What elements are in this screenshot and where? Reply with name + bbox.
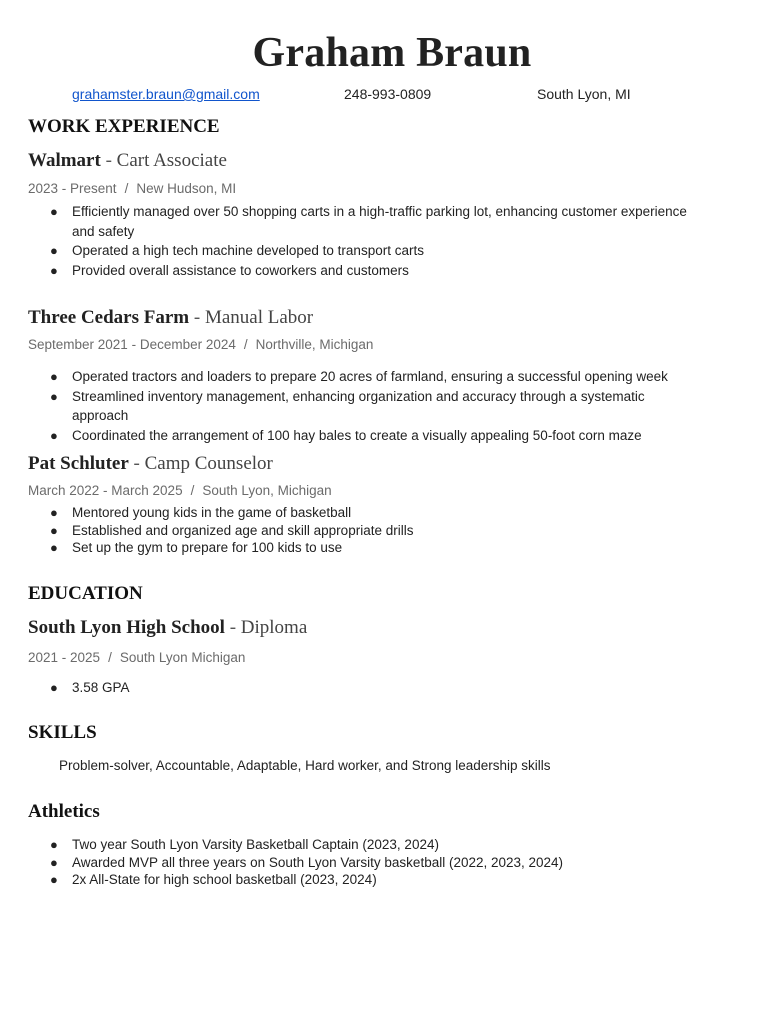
list-item: [0, 539, 740, 557]
job-bullet-list: [0, 202, 740, 280]
bullet-icon: ●: [50, 388, 58, 404]
list-item: [0, 387, 740, 426]
education-dates: 2021 - 2025: [28, 650, 101, 665]
list-item-text: Mentored young kids in the game of basketball: [72, 505, 352, 520]
list-item: [0, 202, 740, 241]
list-item-text: Operated tractors and loaders to prepare 20 acres of farmland, ensuring a successful opening week: [72, 369, 668, 384]
list-item-text: Efficiently managed over 50 shopping carts in a high-traffic parking lot, enhancing customer experience and safety: [72, 204, 687, 239]
list-item: [0, 854, 740, 872]
location-text: South Lyon, MI: [537, 86, 631, 102]
job-organization: Three Cedars Farm: [28, 307, 190, 328]
job-heading: [28, 453, 273, 475]
bullet-icon: ●: [50, 872, 58, 887]
education-heading: [28, 617, 307, 639]
slash-separator: /: [243, 337, 248, 352]
list-item: [0, 678, 740, 698]
bullet-icon: ●: [50, 680, 58, 695]
job-heading: [28, 150, 227, 172]
list-item-text: Established and organized age and skill appropriate drills: [72, 522, 414, 538]
degree-name: Diploma: [240, 617, 308, 638]
list-item-text: Streamlined inventory management, enhancing organization and accuracy through a systematic approach: [72, 388, 645, 423]
list-item: [0, 367, 740, 387]
education-bullet-list: [0, 678, 740, 698]
section-title-athletics: Athletics: [28, 801, 100, 822]
slash-separator: /: [108, 650, 112, 665]
list-item: [0, 261, 740, 281]
education-meta: [28, 649, 245, 667]
bullet-icon: ●: [50, 369, 58, 384]
list-item-text: Awarded MVP all three years on South Lyon Varsity basketball (2022, 2023, 2024): [72, 854, 564, 870]
bullet-icon: ●: [50, 540, 58, 555]
dash-separator: -: [229, 617, 237, 638]
section-title-work: WORK EXPERIENCE: [28, 116, 220, 137]
dash-separator: -: [105, 150, 112, 171]
bullet-icon: ●: [50, 837, 58, 852]
list-item-text: Provided overall assistance to coworkers and customers: [72, 262, 409, 278]
phone-number: 248-993-0809: [344, 86, 432, 102]
dash-separator: -: [133, 453, 140, 474]
resume-name: Graham Braun: [252, 30, 532, 76]
list-item-text: 2x All-State for high school basketball (2023, 2024): [72, 872, 377, 887]
bullet-icon: ●: [50, 262, 58, 278]
section-title-skills: SKILLS: [28, 722, 97, 743]
job-organization: Pat Schluter: [28, 453, 129, 474]
slash-separator: /: [124, 181, 129, 196]
list-item-text: Coordinated the arrangement of 100 hay bales to create a visually appealing 50-foot corn maze: [72, 427, 642, 443]
education-location: South Lyon Michigan: [119, 650, 246, 665]
job-bullet-list: [0, 504, 740, 557]
bullet-icon: ●: [50, 427, 58, 443]
list-item: [0, 241, 740, 261]
list-item-text: Operated a high tech machine developed to transport carts: [72, 243, 424, 258]
list-item-text: 3.58 GPA: [72, 680, 130, 695]
job-heading: [28, 307, 313, 329]
bullet-icon: ●: [50, 854, 58, 870]
list-item-text: Two year South Lyon Varsity Basketball Captain (2023, 2024): [72, 837, 439, 852]
slash-separator: /: [190, 483, 195, 498]
list-item: [0, 836, 740, 854]
bullet-icon: ●: [50, 505, 58, 520]
list-item: [0, 426, 740, 446]
bullet-icon: ●: [50, 243, 58, 258]
job-dates: March 2022 - March 2025: [28, 483, 183, 498]
job-dates: 2023 - Present: [28, 181, 117, 196]
job-location: New Hudson, MI: [136, 181, 237, 196]
job-dates: September 2021 - December 2024: [28, 337, 236, 352]
job-meta: [28, 180, 236, 198]
bullet-icon: ●: [50, 204, 58, 219]
email-link[interactable]: grahamster.braun@gmail.com: [72, 86, 260, 102]
job-bullet-list: [0, 367, 740, 445]
bullet-icon: ●: [50, 522, 58, 538]
dash-separator: -: [193, 307, 201, 328]
job-meta: [28, 336, 373, 354]
athletics-bullet-list: [0, 836, 740, 889]
list-item: [0, 504, 740, 522]
list-item: [0, 522, 740, 540]
job-organization: Walmart: [28, 150, 101, 171]
job-role: Cart Associate: [116, 150, 227, 171]
job-meta: [28, 482, 332, 500]
list-item-text: Set up the gym to prepare for 100 kids to use: [72, 540, 343, 555]
skills-text: Problem-solver, Accountable, Adaptable, Hard worker, and Strong leadership skills: [59, 758, 551, 773]
list-item: [0, 871, 740, 889]
job-role: Camp Counselor: [144, 453, 273, 474]
job-role: Manual Labor: [204, 307, 314, 328]
section-title-education: EDUCATION: [28, 583, 143, 604]
school-name: South Lyon High School: [28, 617, 225, 638]
job-location: Northville, Michigan: [255, 337, 374, 352]
job-location: South Lyon, Michigan: [202, 483, 332, 498]
